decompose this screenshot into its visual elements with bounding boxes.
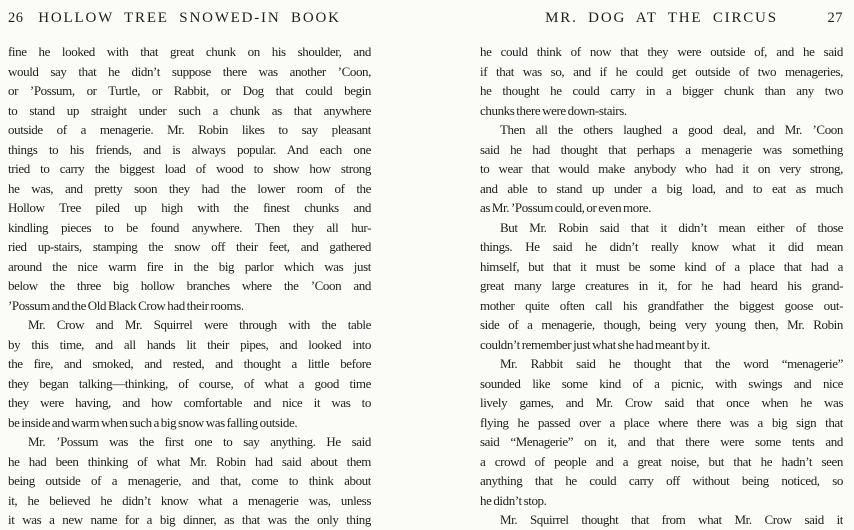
text-line: great many large creatures in it, for he had heard his grand- xyxy=(480,278,843,293)
text-line: Hollow Tree piled up high with the finest chunks and xyxy=(8,200,371,215)
paragraph xyxy=(480,354,843,510)
paragraph xyxy=(480,120,843,218)
page-header-right xyxy=(480,10,843,31)
text-line: and able to stand up under a big load, and to eat as much xyxy=(480,180,843,196)
text-line: around the nice warm fire in the big parlor which was just xyxy=(8,258,371,274)
text-line: mother quite often call his grandfather the biggest goose out- xyxy=(480,297,843,313)
page-left xyxy=(8,0,371,530)
text-line: lively games, and Mr. Crow said that once when he was xyxy=(480,395,843,410)
text-line: it was a new name for a big dinner, as that was the only thing xyxy=(8,512,371,527)
text-line: or ’Possum, or Turtle, or Rabbit, or Dog that could begin xyxy=(8,83,371,98)
text-line: Mr. Crow and Mr. Squirrel were through with the table xyxy=(28,317,371,332)
text-line: if that was so, and if he could get outside of two menageries, xyxy=(480,63,843,79)
text-line: side of a menagerie, though, being very young then, Mr. Robin xyxy=(480,317,843,332)
text-line: be inside and warm when such a big snow was falling outside. xyxy=(8,414,298,430)
page-number-right: 27 xyxy=(827,10,843,26)
text-line: by this time, and all hands lit their pipes, and looked into xyxy=(8,336,371,352)
text-line: to stand up straight under such a chunk as that anywhere xyxy=(8,102,371,118)
text-line: Mr. Rabbit said he thought that the word “menagerie” xyxy=(500,356,843,371)
text-line: as Mr. ’Possum could, or even more. xyxy=(480,200,652,215)
text-line: ’Possum and the Old Black Crow had their rooms. xyxy=(8,297,244,313)
text-line: But Mr. Robin said that it didn’t mean either of those xyxy=(500,219,843,235)
text-line: anything that he could carry off without being noticed, so xyxy=(480,473,843,488)
text-line: chunks there were down-stairs. xyxy=(480,102,627,118)
text-line: things. He said he didn’t really know what it did mean xyxy=(480,239,843,254)
page-header-left xyxy=(8,10,371,31)
text-line: Then all the others laughed a good deal, and Mr. ’Coon xyxy=(500,122,843,137)
page-number-left: 26 xyxy=(8,10,24,26)
text-line: tried to carry the biggest load of wood to show how strong xyxy=(8,161,371,176)
text-line: he had been thinking of what Mr. Robin had said about them xyxy=(8,453,371,469)
paragraph xyxy=(480,218,843,355)
text-line: the fire, and smoked, and rested, and thought a little before xyxy=(8,356,371,371)
text-line: outside of a menagerie. Mr. Robin likes to say pleasant xyxy=(8,122,371,137)
paragraph xyxy=(8,315,371,432)
running-title-left: HOLLOW TREE SNOWED-IN BOOK xyxy=(38,10,341,26)
text-line: ried up-stairs, stamping the snow off their feet, and gathered xyxy=(8,239,371,254)
text-line: said he had thought that perhaps a menagerie was something xyxy=(480,141,843,157)
paragraph xyxy=(480,42,843,120)
text-line: said “Menagerie” on it, and that there were some tents and xyxy=(480,434,843,449)
running-title-right: MR. DOG AT THE CIRCUS xyxy=(545,10,778,26)
text-line: being outside of a menagerie, and that, come to think about xyxy=(8,473,371,488)
text-line: he thought he could carry in a bigger chunk than any two xyxy=(480,83,843,98)
page-body-right xyxy=(480,42,843,530)
text-line: couldn’t remember just what she had meant by it. xyxy=(480,336,710,352)
text-line: flying he passed over a place where there was a big sign that xyxy=(480,414,843,430)
text-line: he didn’t stop. xyxy=(480,492,547,508)
text-line: fine he looked with that great chunk on his shoulder, and xyxy=(8,44,371,59)
text-line: they began talking—thinking, of course, of what a good time xyxy=(8,375,371,391)
text-line: it, he believed he didn’t know what a menagerie was, unless xyxy=(8,492,371,508)
text-line: sounded like some kind of a picnic, with swings and nice xyxy=(480,375,843,391)
page-right xyxy=(480,0,843,530)
text-line: himself, but that it must be some kind of a place that had a xyxy=(480,258,843,274)
paragraph xyxy=(8,42,371,315)
text-line: he could think of now that they were outside of, and he said xyxy=(480,44,843,59)
text-line: Mr. Squirrel thought that from what Mr. Crow said it xyxy=(500,512,843,527)
page-body-left xyxy=(8,42,371,530)
text-line: below the three big hollow branches where the ’Coon and xyxy=(8,278,371,293)
text-line: to wear that would make anybody who had it on very strong, xyxy=(480,161,843,176)
text-line: they were having, and how comfortable and nice it was to xyxy=(8,395,371,410)
text-line: kindling pieces to be found anywhere. Then they all hur- xyxy=(8,219,371,235)
paragraph xyxy=(8,432,371,530)
text-line: would say that he didn’t suppose there was another ’Coon, xyxy=(8,63,371,79)
text-line: Mr. ’Possum was the first one to say anything. He said xyxy=(28,434,371,449)
paragraph xyxy=(480,510,843,530)
text-line: a crowd of people and a great noise, but that he hadn’t seen xyxy=(480,453,843,469)
text-line: things to his friends, and is always popular. And each one xyxy=(8,141,371,157)
text-line: he was, and pretty soon they had the lower room of the xyxy=(8,180,371,196)
